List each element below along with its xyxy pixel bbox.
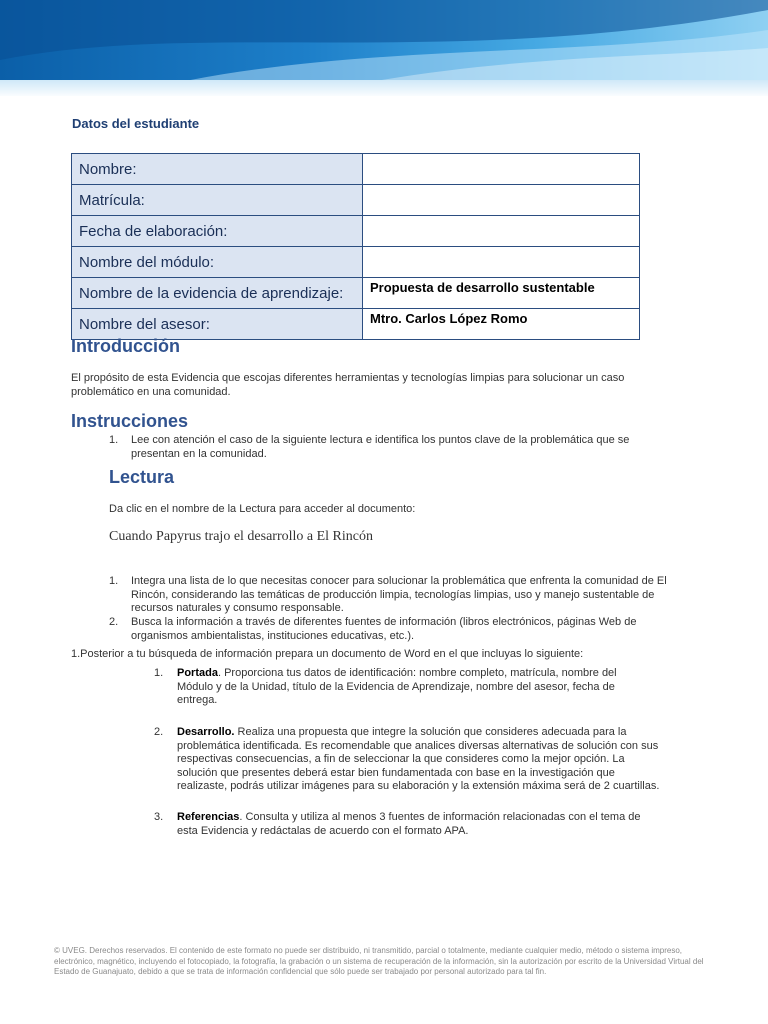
field-label-module: Nombre del módulo: [72,247,363,278]
field-label-date: Fecha de elaboración: [72,216,363,247]
reading-heading: Lectura [109,467,175,487]
table-row [72,154,640,185]
list-number: 1. [154,667,164,679]
list-item: Busca la información a través de diferentes fuentes de información (libros electrónicos, páginas Web de organismos ambientalistas, instituciones educativas, etc.). [131,616,637,642]
list-item [177,667,637,708]
item-text: . Consulta y utiliza al menos 3 fuentes de información relacionadas con el tema de esta Evidencia y redáctalas de acuerdo con el formato APA. [177,811,641,837]
table-row [72,216,640,247]
item-text: . Proporciona tus datos de identificación: nombre completo, matrícula, nombre del Módulo y de la Unidad, título de la Evidencia de Aprendizaje, nombre del asesor, fecha de entrega. [177,667,617,706]
header-banner [0,0,768,96]
student-data-title: Datos del estudiante [72,116,200,131]
field-value-name[interactable] [363,154,640,185]
field-value-evidence[interactable]: Propuesta de desarrollo sustentable [363,278,640,309]
item-title: Referencias [177,811,240,823]
field-label-enrollment: Matrícula: [72,185,363,216]
intro-text: El propósito de esta Evidencia que escojas diferentes herramientas y tecnologías limpias para solucionar un caso problemático en una comunidad. [71,372,625,398]
student-data-table [71,153,640,340]
list-item: Integra una lista de lo que necesitas conocer para solucionar la problemática que enfrenta la comunidad de El Rincón, considerando las temáticas de producción limpia, tecnologías limpias, uso y manejo sustentable de recursos naturales y consumo responsable. [131,575,667,614]
list-number: 1. [109,575,119,587]
list-number: 2. [154,726,164,738]
reading-text: Da clic en el nombre de la Lectura para acceder al documento: [109,503,416,515]
item-title: Desarrollo. [177,726,235,738]
list-item [177,811,662,838]
field-label-advisor: Nombre del asesor: [72,309,363,340]
posterior-text: 1.Posterior a tu búsqueda de información prepara un documento de Word en el que incluyas lo siguiente: [71,648,584,660]
item-title: Portada [177,667,218,679]
instruction-item: Lee con atención el caso de la siguiente lectura e identifica los puntos clave de la problemática que se presentan en la comunidad. [131,434,630,460]
field-value-enrollment[interactable] [363,185,640,216]
list-number: 1. [109,434,119,446]
list-number: 3. [154,811,164,823]
table-row [72,309,640,340]
table-row [72,185,640,216]
instructions-heading: Instrucciones [71,411,189,431]
table-row [72,247,640,278]
copyright-footer: © UVEG. Derechos reservados. El contenido de este formato no puede ser distribuido, ni transmitido, parcial o totalmente, mediante cualquier medio, método o sistema impreso, electrónico, magnético, incluyendo el fotocopiado, la fotografía, la grabación o un sistema de recuperación de la información, sin la autorización por escrito de la Universidad Virtual del Estado de Guanajuato, debido a que se trata de información confidencial que sólo puede ser trabajado por personal autorizado para tal fin. [54,946,704,976]
field-value-module[interactable] [363,247,640,278]
field-label-evidence: Nombre de la evidencia de aprendizaje: [72,278,363,309]
reading-link[interactable]: Cuando Papyrus trajo el desarrollo a El Rincón [109,529,373,544]
list-item [177,726,662,794]
item-text: Realiza una propuesta que integre la solución que consideres adecuada para la problemática identificada. Es recomendable que analices diversas alternativas de solución con sus respectivas consecuencias, a fin de seleccionar la que consideres como la mejor opción. La solución que presentes deberá estar bien fundamentada con base en la investigación que realizaste, podrás utilizar imágenes para su elaboración y la extensión máxima será de 2 cuartillas. [177,726,660,792]
field-label-name: Nombre: [72,154,363,185]
field-value-date[interactable] [363,216,640,247]
list-number: 2. [109,616,119,628]
banner-fade [0,80,768,96]
table-row [72,278,640,309]
intro-heading: Introducción [71,336,180,356]
field-value-advisor[interactable]: Mtro. Carlos López Romo [363,309,640,340]
